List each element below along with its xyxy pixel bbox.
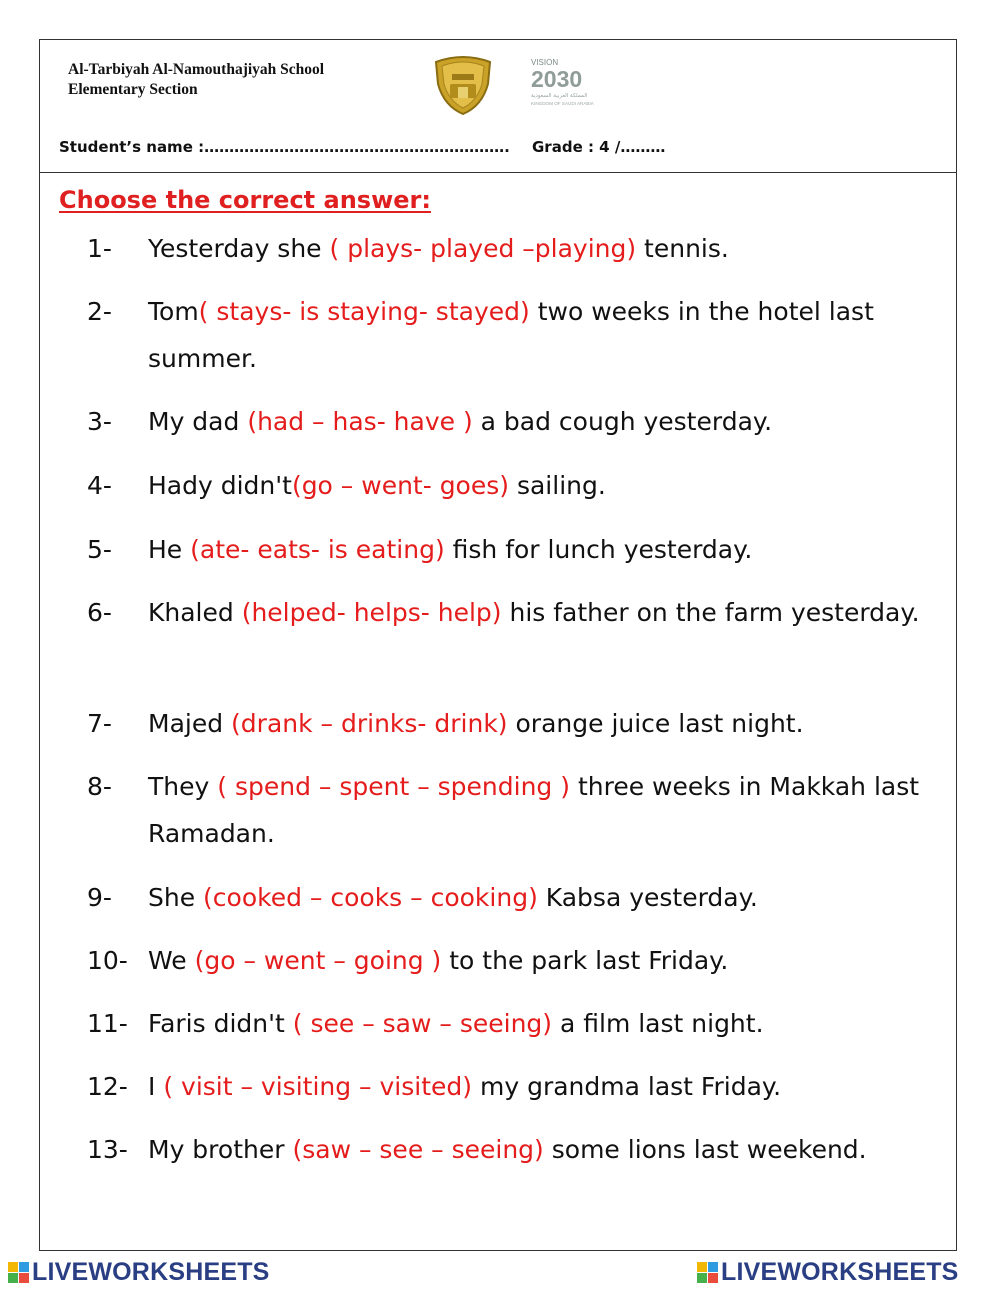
question-ending: some lions last weekend. — [543, 1135, 867, 1164]
page-title: Choose the correct answer: — [59, 186, 431, 214]
question-text — [148, 763, 938, 857]
answer-options[interactable]: (saw – see – seeing) — [292, 1135, 544, 1164]
question-stem: Yesterday she — [148, 234, 330, 263]
question-text — [148, 700, 938, 747]
grade-field[interactable]: Grade : 4 /……… — [532, 138, 666, 156]
student-name-field[interactable]: Student’s name :……………………………………………………. — [59, 138, 510, 156]
question-stem: My brother — [148, 1135, 293, 1164]
question-text — [148, 937, 938, 984]
worksheet — [39, 39, 957, 1251]
question-number: 10- — [87, 946, 128, 975]
question-stem: They — [148, 772, 218, 801]
question-text — [148, 589, 938, 636]
question-stem: Tom — [148, 297, 199, 326]
question-stem: She — [148, 883, 204, 912]
answer-options[interactable]: (cooked – cooks – cooking) — [203, 883, 538, 912]
vision-arabic-text: المملكة العربية السعودية — [531, 93, 588, 99]
question-text — [148, 462, 938, 509]
answer-options[interactable]: ( stays- is staying- stayed) — [198, 297, 530, 326]
question-ending: orange juice last night. — [507, 709, 804, 738]
answer-options[interactable]: ( plays- played –playing) — [329, 234, 637, 263]
question-number: 2- — [87, 297, 112, 326]
question-number: 12- — [87, 1072, 128, 1101]
vision-2030-logo — [529, 55, 601, 111]
answer-options[interactable]: (ate- eats- is eating) — [190, 535, 445, 564]
answer-options[interactable]: ( spend – spent – spending ) — [217, 772, 570, 801]
answer-options[interactable]: (go – went – going ) — [194, 946, 442, 975]
question-number: 11- — [87, 1009, 128, 1038]
footer-brand-right[interactable]: LIVEWORKSHEETS — [721, 1257, 959, 1286]
footer-logo-left — [8, 1259, 270, 1285]
vision-top-text: VISION — [531, 58, 559, 67]
question-ending: my grandma last Friday. — [472, 1072, 782, 1101]
liveworksheets-mark-icon — [8, 1260, 30, 1284]
question-number: 3- — [87, 407, 112, 436]
question-ending: Kabsa yesterday. — [537, 883, 758, 912]
school-section: Elementary Section — [68, 81, 198, 98]
mark-grid — [697, 1260, 719, 1284]
question-text — [148, 288, 938, 382]
question-text — [148, 398, 938, 445]
question-text — [148, 874, 938, 921]
question-stem: He — [148, 535, 191, 564]
answer-options[interactable]: ( visit – visiting – visited) — [163, 1072, 473, 1101]
question-number: 6- — [87, 598, 112, 627]
question-ending: fish for lunch yesterday. — [444, 535, 753, 564]
question-number: 4- — [87, 471, 112, 500]
question-text — [148, 1000, 938, 1047]
question-ending: to the park last Friday. — [441, 946, 729, 975]
school-info — [68, 60, 324, 100]
question-number: 8- — [87, 772, 112, 801]
question-stem: Hady didn't — [148, 471, 292, 500]
footer-logo-right — [697, 1259, 959, 1285]
question-ending: tennis. — [636, 234, 729, 263]
answer-options[interactable]: (drank – drinks- drink) — [231, 709, 508, 738]
question-stem: We — [148, 946, 195, 975]
school-name: Al-Tarbiyah Al-Namouthajiyah School — [68, 61, 325, 78]
question-text — [148, 1063, 938, 1110]
question-number: 5- — [87, 535, 112, 564]
question-number: 1- — [87, 234, 112, 263]
question-ending: three weeks in Makkah last Ramadan. — [148, 772, 920, 848]
question-ending: his father on the farm yesterday. — [501, 598, 920, 627]
question-stem: Faris didn't — [148, 1009, 293, 1038]
question-stem: Majed — [148, 709, 232, 738]
answer-options[interactable]: (helped- helps- help) — [241, 598, 502, 627]
question-ending: a film last night. — [552, 1009, 764, 1038]
question-ending: sailing. — [509, 471, 606, 500]
school-emblem-icon — [430, 54, 496, 116]
vision-year-text: 2030 — [531, 66, 583, 92]
question-text — [148, 526, 938, 573]
question-stem: My dad — [148, 407, 248, 436]
answer-options[interactable]: ( see – saw – seeing) — [292, 1009, 553, 1038]
question-ending: a bad cough yesterday. — [472, 407, 773, 436]
question-ending: two weeks in the hotel last summer. — [148, 297, 874, 373]
student-fields — [59, 138, 939, 156]
liveworksheets-mark-icon — [697, 1260, 719, 1284]
question-number: 9- — [87, 883, 112, 912]
question-number: 7- — [87, 709, 112, 738]
question-text — [148, 1126, 938, 1173]
question-stem: I — [148, 1072, 164, 1101]
answer-options[interactable]: (go – went- goes) — [291, 471, 510, 500]
question-number: 13- — [87, 1135, 128, 1164]
answer-options[interactable]: (had – has- have ) — [247, 407, 473, 436]
vision-english-text: KINGDOM OF SAUDI ARABIA — [531, 101, 594, 106]
question-text — [148, 225, 938, 272]
worksheet-header — [40, 40, 956, 173]
footer-brand-left[interactable]: LIVEWORKSHEETS — [32, 1257, 270, 1286]
question-stem: Khaled — [148, 598, 242, 627]
mark-grid — [8, 1260, 30, 1284]
